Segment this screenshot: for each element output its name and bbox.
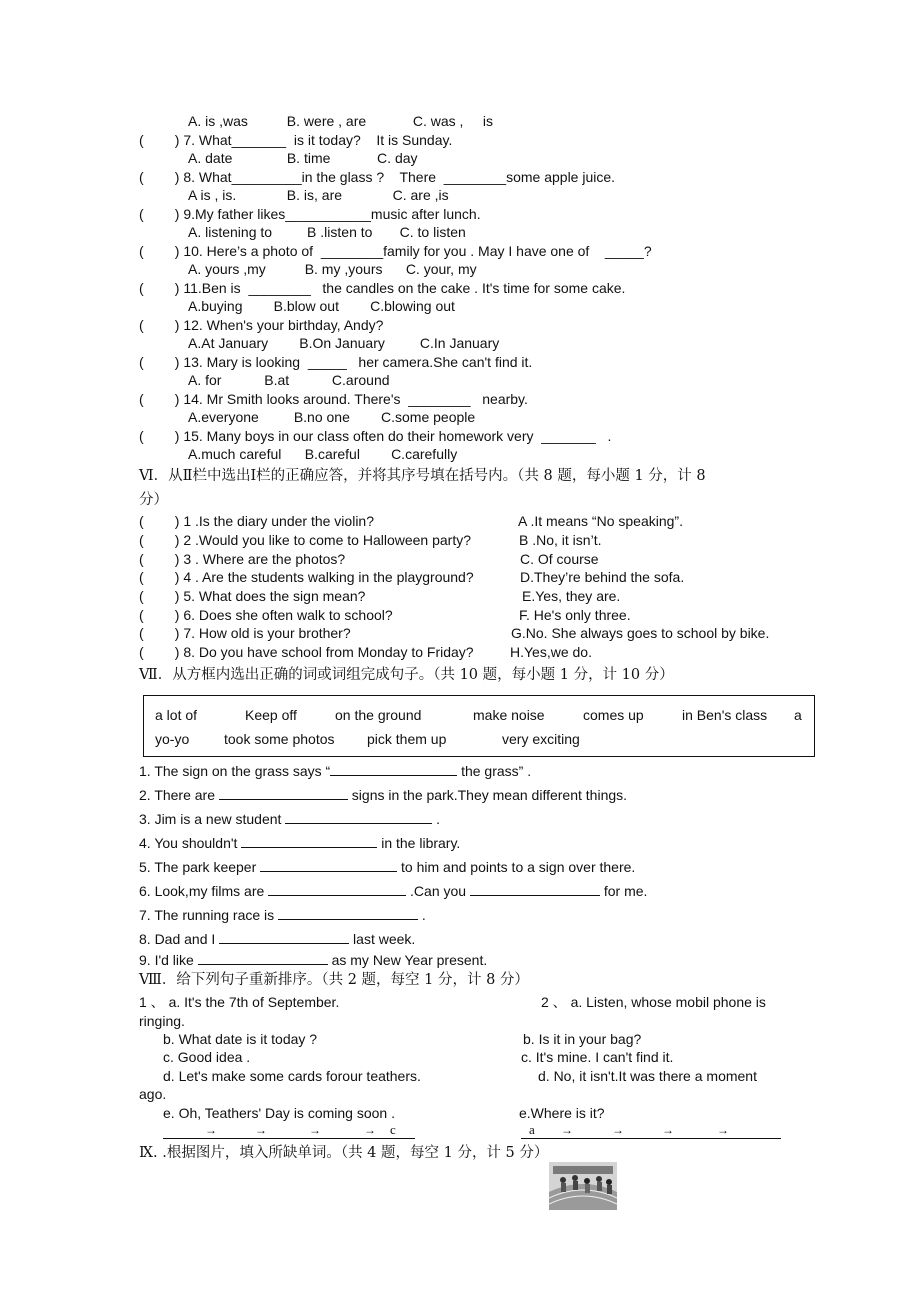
reorder-g2-first: 2 、 a. Listen, whose mobil phone is (541, 994, 766, 1010)
answer-blank[interactable] (219, 785, 348, 800)
q11-options: A.buying B.blow out C.blowing out (188, 298, 455, 314)
reorder-g1-sentence: b. What date is it today ? (163, 1031, 318, 1047)
reorder-g2-sentence: e.Where is it? (519, 1105, 605, 1121)
answer-blank[interactable] (278, 905, 418, 920)
q11-question: ( ) 11.Ben is ________ the candles on the cake . It's time for some cake. (139, 280, 626, 296)
fill-sentence: 1. The sign on the grass says “ the grass” . (139, 763, 532, 779)
fill-sentence: 2. There are signs in the park.They mean different things. (139, 787, 628, 803)
q9-options: A. listening to B .listen to C. to listen (188, 224, 466, 240)
answer-blank[interactable] (470, 881, 600, 896)
reorder-g1-sentence: c. Good idea . (163, 1049, 251, 1065)
word-option: yo-yo (155, 731, 190, 747)
match-answer: A .It means “No speaking”. (518, 513, 683, 529)
q10-options: A. yours ,my B. my ,yours C. your, my (188, 261, 477, 277)
q10-question: ( ) 10. Here’s a photo of ________family for you . May I have one of _____? (139, 243, 652, 259)
match-question: ( ) 2 .Would you like to come to Halloween party? (139, 532, 472, 548)
match-answer: C. Of course (520, 551, 599, 567)
word-option: pick them up (367, 731, 447, 747)
match-answer: B .No, it isn’t. (519, 532, 602, 548)
reorder-g1-sentence: e. Oh, Teathers' Day is coming soon . (163, 1105, 395, 1121)
arrow-icon: → (364, 1123, 376, 1137)
answer-blank[interactable] (285, 809, 432, 824)
word-option: in Ben's class (682, 707, 768, 723)
fill-sentence: 3. Jim is a new student . (139, 811, 441, 827)
match-answer: E.Yes, they are. (522, 588, 621, 604)
word-option: a (794, 707, 802, 723)
reorder-g1-sentence: d. Let's make some cards forour teathers. (163, 1068, 421, 1084)
q12-question: ( ) 12. When's your birthday, Andy? (139, 317, 384, 333)
arrow-icon: → (612, 1123, 624, 1137)
answer-blank[interactable] (268, 881, 406, 896)
q13-options: A. for B.at C.around (188, 372, 390, 388)
reorder-g2-first-wrap: ringing. (139, 1013, 185, 1029)
answer-blank[interactable] (198, 950, 328, 965)
reorder-g1-first: 1 、 a. It's the 7th of September. (139, 994, 340, 1010)
q8-options: A is , is. B. is, are C. are ,is (188, 187, 449, 203)
answer-blank[interactable] (219, 929, 349, 944)
match-question: ( ) 7. How old is your brother? (139, 625, 351, 641)
sequence-given-letter: c (390, 1122, 396, 1137)
q9-question: ( ) 9.My father likes___________music after lunch. (139, 206, 481, 222)
q7-question: ( ) 7. What_______ is it today? It is Sunday. (139, 132, 453, 148)
q8-question: ( ) 8. What_________in the glass ? There ________some apple juice. (139, 169, 616, 185)
word-option: make noise (473, 707, 545, 723)
reorder-g2-sentence: b. Is it in your bag? (523, 1031, 642, 1047)
fill-sentence: 4. You shouldn't in the library. (139, 835, 461, 851)
answer-blank[interactable] (241, 833, 377, 848)
reorder-g2-sentence: d. No, it isn't.It was there a moment (538, 1068, 757, 1084)
arrow-icon: → (717, 1123, 729, 1137)
fill-sentence: 7. The running race is . (139, 907, 426, 923)
reorder-g2-sentence: c. It's mine. I can't find it. (521, 1049, 674, 1065)
answer-blank[interactable] (260, 857, 397, 872)
match-question: ( ) 5. What does the sign mean? (139, 588, 366, 604)
answer-blank[interactable] (330, 761, 457, 776)
part7-heading: Ⅶ．从方框内选出正确的词或词组完成句子。（共 10 题，每小题 1 分，计 10 分） (139, 667, 674, 683)
word-option: very exciting (502, 731, 580, 747)
arrow-icon: → (309, 1123, 321, 1137)
q15-question: ( ) 15. Many boys in our class often do their homework very _______ . (139, 428, 612, 444)
q14-question: ( ) 14. Mr Smith looks around. There's ________ nearby. (139, 391, 528, 407)
fill-sentence: 8. Dad and I last week. (139, 931, 416, 947)
word-option: Keep off (245, 707, 297, 723)
word-option: took some photos (224, 731, 335, 747)
match-answer: H.Yes,we do. (510, 644, 592, 660)
arrow-icon: → (662, 1123, 674, 1137)
match-question: ( ) 6. Does she often walk to school? (139, 607, 393, 623)
q12-options: A.At January B.On January C.In January (188, 335, 500, 351)
match-question: ( ) 1 .Is the diary under the violin? (139, 513, 374, 529)
part6-heading-wrap: 分） (139, 492, 168, 508)
part8-heading: Ⅷ．给下列句子重新排序。（共 2 题，每空 1 分，计 8 分） (139, 972, 529, 988)
match-question: ( ) 3 . Where are the photos? (139, 551, 346, 567)
q7-options: A. date B. time C. day (188, 150, 418, 166)
part6-heading: Ⅵ．从Ⅱ栏中选出Ⅰ栏的正确应答，并将其序号填在括号内。（共 8 题，每小题 1 分，计 8 (139, 468, 706, 484)
word-option: on the ground (335, 707, 422, 723)
match-question: ( ) 4 . Are the students walking in the playground? (139, 569, 474, 585)
arrow-icon: → (205, 1123, 217, 1137)
fill-sentence: 5. The park keeper to him and points to a sign over there. (139, 859, 636, 875)
q6-options: A. is ,was B. were , are C. was , is (188, 113, 493, 129)
sequence-given-letter: a (529, 1122, 535, 1137)
match-question: ( ) 8. Do you have school from Monday to Friday? (139, 644, 474, 660)
match-answer: D.They’re behind the sofa. (520, 569, 685, 585)
word-option: a lot of (155, 707, 198, 723)
arrow-icon: → (561, 1123, 573, 1137)
fill-sentence: 6. Look,my films are .Can you for me. (139, 883, 648, 899)
arrow-icon: → (255, 1123, 267, 1137)
running-race-picture (549, 1162, 617, 1210)
sequence-answer-line[interactable] (521, 1138, 781, 1139)
match-answer: F. He's only three. (519, 607, 631, 623)
reorder-g2-sentence-wrap: ago. (139, 1086, 167, 1102)
match-answer: G.No. She always goes to school by bike. (511, 625, 770, 641)
q13-question: ( ) 13. Mary is looking _____ her camera.She can't find it. (139, 354, 533, 370)
fill-sentence: 9. I'd like as my New Year present. (139, 952, 488, 968)
sequence-answer-line[interactable] (163, 1138, 415, 1139)
part9-heading: Ⅸ. .根据图片，填入所缺单词。（共 4 题，每空 1 分，计 5 分） (139, 1145, 549, 1161)
q14-options: A.everyone B.no one C.some people (188, 409, 476, 425)
q15-options: A.much careful B.careful C.carefully (188, 446, 458, 462)
word-option: comes up (583, 707, 644, 723)
